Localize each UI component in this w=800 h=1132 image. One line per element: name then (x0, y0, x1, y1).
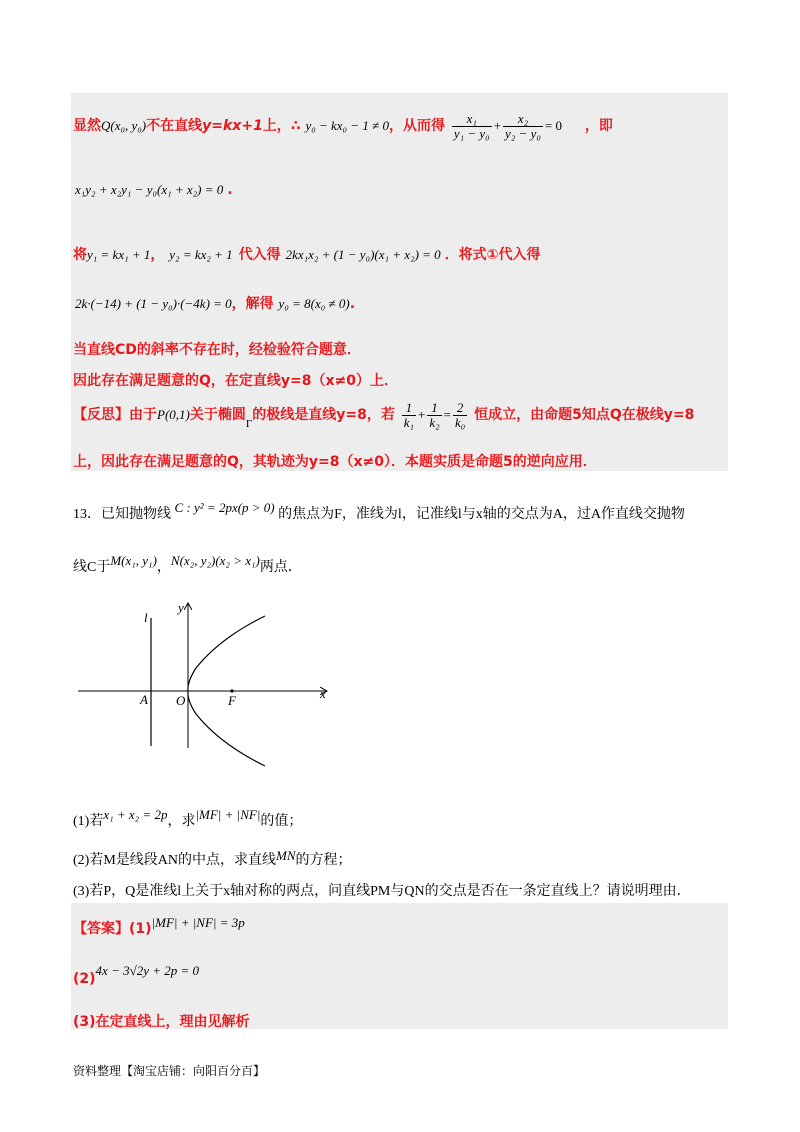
answer-line-3: (3)在定直线上，理由见解析 (73, 1014, 250, 1030)
solution-line-1: 显然Q(x₀, y₀)不在直线y=kx+1上，∴ y₀ − kx₀ − 1 ≠ 0，从而得 $\frac{\text{x₁}}{\text{y₁ − y₀}}$ + $\frac{\text{x₂}}{\text{y₂ − y₀}}$ = 0 ，即 (73, 110, 613, 141)
solution-line-2: x₁y₂ + x₂y₁ − y₀(x₁ + x₂) = 0 . (75, 182, 233, 198)
problem-line-1: 13．已知抛物线 C : y² = 2px(p > 0) 的焦点为F，准线为l，记准线l与x轴的交点为A，过A作直线交抛物 (73, 500, 685, 522)
fraction-1-k2: $\frac{1}{\text{k₂}}$ (429, 399, 440, 430)
label-O: O (176, 693, 186, 708)
reflection-line-1: 【反思】由于P(0,1)关于椭圆$_\Gamma$的极线是直线y=8，若 $\frac{1}{\text{k₁}}$ + $\frac{1}{\text{k₂}}$ = $\frac{2}{\text{k₀}}$ 恒成立，由命题5知点Q在极线y=8 (73, 399, 695, 430)
parabola-figure (70, 598, 340, 778)
label-y: y (178, 600, 184, 615)
solution-line-3: 将y₁ = kx₁ + 1， y₂ = kx₂ + 1 代入得 2kx₁x₂ + (1 − y₀)(x₁ + x₂) = 0 ．将式①代入得 (73, 247, 541, 263)
solution-line-5: 当直线CD的斜率不存在时，经检验符合题意． (73, 342, 361, 358)
fraction-x1: $\frac{\text{x₁}}{\text{y₁ − y₀}}$ (453, 110, 490, 141)
question-3: (3)若P，Q是准线l上关于x轴对称的两点，问直线PM与QN的交点是否在一条定直线上？请说明理由． (73, 884, 691, 899)
footer-text: 资料整理【淘宝店铺：向阳百分百】 (73, 1064, 266, 1078)
solution-line-4: 2k·(−14) + (1 − y₀)·(−4k) = 0，解得 y₀ = 8(x₀ ≠ 0). (75, 296, 356, 312)
question-1: (1)若x₁ + x₂ = 2p，求|MF| + |NF|的值； (73, 807, 303, 829)
label-F: F (228, 693, 236, 708)
question-2: (2)若M是线段AN的中点，求直线MN的方程； (73, 848, 352, 868)
fraction-2-k0: $\frac{2}{\text{k₀}}$ (454, 399, 466, 430)
problem-line-2: 线C于M(x₁, y₁)，N(x₂, y₂)(x₂ > x₁)两点． (73, 553, 302, 575)
focus-point (230, 689, 233, 692)
answer-line-2: (2)4x − 3√2y + 2p = 0 (73, 963, 200, 987)
answer-line-1: 【答案】(1)|MF| + |NF| = 3p (73, 915, 245, 937)
solution-line-6: 因此存在满足题意的Q，在定直线y=8（x≠0）上． (73, 373, 398, 389)
label-x: x (320, 686, 326, 701)
fraction-1-k1: $\frac{1}{\text{k₁}}$ (403, 399, 414, 430)
reflection-line-2: 上，因此存在满足题意的Q，其轨迹为y=8（x≠0）．本题实质是命题5的逆向应用． (73, 454, 597, 470)
label-A: A (140, 692, 148, 707)
label-l: l (144, 610, 148, 625)
fraction-x2: $\frac{\text{x₂}}{\text{y₂ − y₀}}$ (505, 110, 541, 141)
